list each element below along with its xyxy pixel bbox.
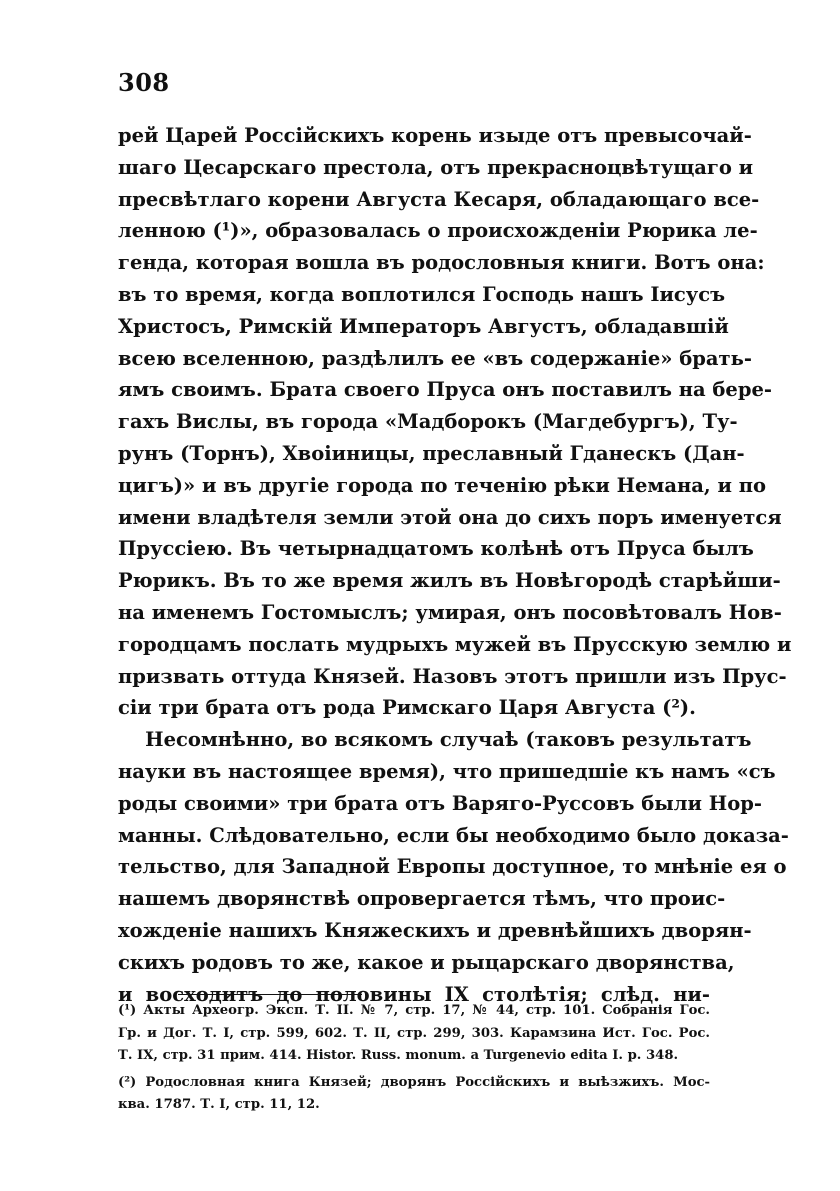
footnote-line: Т. IX, стр. 31 прим. 414. Histor. Russ. monum. a Turgenevio edita I. p. 348. (118, 1048, 679, 1063)
text-line: гахъ Вислы, въ города «Мадборокъ (Магдебургъ), Ту- (118, 410, 738, 434)
footnote-1 (118, 1000, 710, 1068)
text-line: сіи три брата отъ рода Римскаго Царя Августа (²). (118, 696, 696, 720)
footnotes (118, 1000, 710, 1117)
footnote-line: ква. 1787. Т. I, стр. 11, 12. (118, 1097, 320, 1112)
text-line: науки въ настоящее время), что пришедшіе къ намъ «съ (118, 759, 776, 783)
page-number: 308 (118, 68, 170, 97)
footnote-line: (²) Родословная книга Князей; дворянъ Россійскихъ и выѣзжихъ. Мос- (118, 1074, 710, 1090)
footnote-2 (118, 1072, 710, 1117)
text-line: рей Царей Россійскихъ корень изыде отъ превысочай- (118, 124, 752, 147)
text-line: и восходитъ до половины IX столѣтія; слѣд. ни- (118, 982, 710, 1006)
text-line: генда, которая вошла въ родословныя книги. Вотъ она: (118, 251, 765, 275)
text-line: цигъ)» и въ другіе города по теченію рѣки Немана, и по (118, 473, 767, 497)
text-line: шаго Цесарскаго престола, отъ прекрасноцвѣтущаго и (118, 155, 754, 179)
text-line: скихъ родовъ то же, какое и рыцарскаго дворянства, (118, 950, 735, 974)
text-line: манны. Слѣдовательно, если бы необходимо было доказа- (118, 823, 789, 847)
body-text (118, 120, 792, 1010)
text-line: въ то время, когда воплотился Господь нашъ Іисусъ (118, 282, 726, 306)
text-line: роды своими» три брата отъ Варяго-Руссовъ были Нор- (118, 791, 762, 815)
footnote-rule (178, 994, 362, 995)
text-line: хожденіе нашихъ Княжескихъ и древнѣйшихъ дворян- (118, 918, 752, 942)
text-line: городцамъ послать мудрыхъ мужей въ Прусскую землю и (118, 632, 792, 656)
text-line: Рюрикъ. Въ то же время жилъ въ Новѣгородѣ старѣйши- (118, 569, 781, 593)
text-line: всею вселенною, раздѣлилъ ее «въ содержаніе» брать- (118, 346, 752, 370)
text-line: ямъ своимъ. Брата своего Пруса онъ поставилъ на бере- (118, 378, 772, 402)
text-line: ленною (¹)», образовалась о происхожденіи Рюрика ле- (118, 219, 758, 243)
text-line: нашемъ дворянствѣ опровергается тѣмъ, что проис- (118, 887, 726, 911)
text-line: рунъ (Торнъ), Хвоіиницы, преславный Гданескъ (Дан- (118, 441, 745, 465)
text-line: пресвѣтлаго корени Августа Кесаря, обладающаго все- (118, 187, 760, 211)
text-line: на именемъ Гостомыслъ; умирая, онъ посовѣтовалъ Нов- (118, 600, 782, 624)
text-line: имени владѣтеля земли этой она до сихъ поръ именуется (118, 505, 782, 529)
footnote-line: (¹) Акты Археогр. Эксп. Т. II. № 7, стр. 17, № 44, стр. 101. Собранія Гос. (118, 1003, 710, 1018)
text-line: Христосъ, Римскій Императоръ Августъ, обладавшій (118, 314, 729, 338)
text-line: Пруссіею. Въ четырнадцатомъ колѣнѣ отъ Пруса былъ (118, 537, 754, 561)
footnote-line: Гр. и Дог. Т. I, стр. 599, 602. Т. II, стр. 299, 303. Карамзина Ист. Гос. Рос. (118, 1025, 710, 1041)
text-line: тельство, для Западной Европы доступное, то мнѣніе ея о (118, 855, 787, 879)
text-line: Несомнѣнно, во всякомъ случаѣ (таковъ результатъ (118, 728, 752, 752)
text-line: призвать оттуда Князей. Назовъ этотъ пришли изъ Прус- (118, 664, 787, 688)
